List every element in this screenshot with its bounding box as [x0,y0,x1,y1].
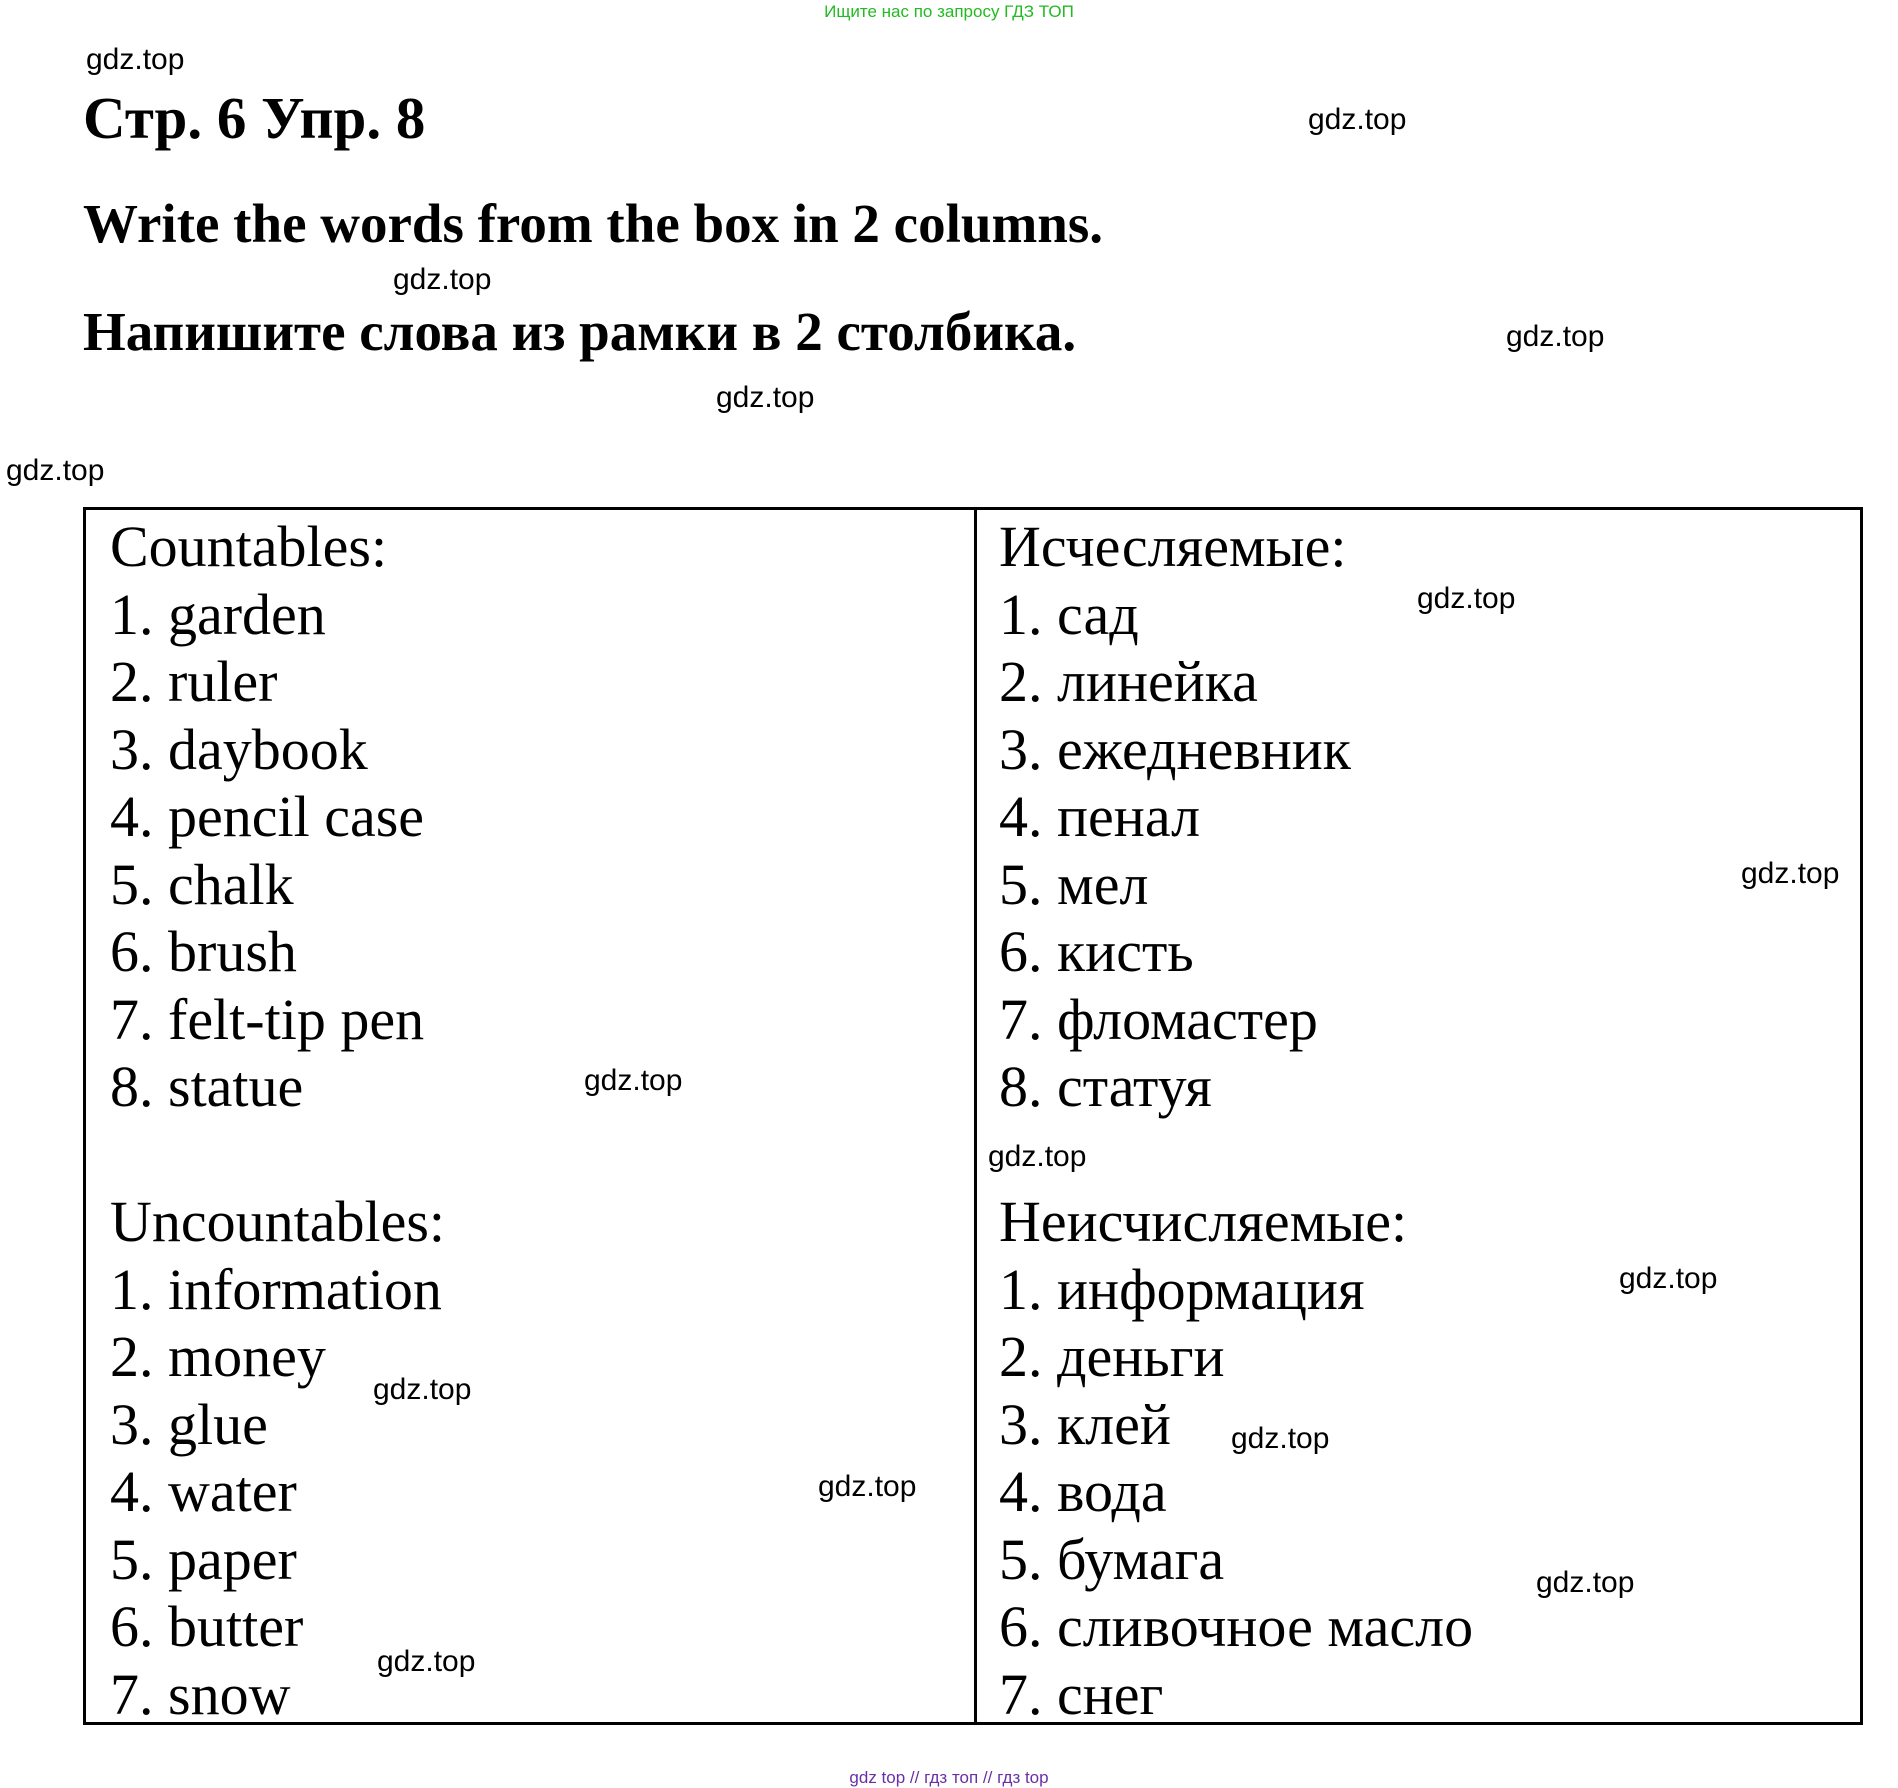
watermark: gdz.top [6,454,105,487]
watermark: gdz.top [1619,1262,1718,1295]
english-countables [110,513,424,1121]
watermark: gdz.top [1506,320,1605,353]
list-item: 4. water [110,1459,297,1524]
watermark: gdz.top [86,43,185,76]
russian-uncountables [999,1188,1473,1728]
russian-countables-heading: Исчесляемые: [999,514,1347,579]
russian-column [999,510,1859,1727]
list-item: 5. бумага [999,1526,1225,1592]
watermark: gdz.top [377,1645,476,1678]
list-item: 1. информация [999,1256,1365,1322]
list-item: 3. glue [110,1391,268,1457]
russian-countables [999,513,1351,1121]
list-item: 6. butter [110,1594,304,1659]
list-item: 7. felt-tip pen [110,986,425,1052]
list-item: 5. мел [999,851,1149,917]
list-item: 1. garden [110,581,326,647]
list-item: 3. daybook [110,716,368,782]
list-item: 2. деньги [999,1324,1225,1389]
list-item: 7. фломастер [999,986,1318,1052]
watermark: gdz.top [393,263,492,296]
list-item: 2. линейка [999,649,1258,714]
watermark: gdz.top [818,1470,917,1503]
watermark: gdz.top [1536,1566,1635,1599]
list-item: 7. snow [110,1661,291,1727]
list-item: 1. information [110,1256,442,1322]
instruction-english: Write the words from the box in 2 columns. [83,193,1104,254]
watermark: gdz.top [1308,103,1407,136]
header-note: Ищите нас по запросу ГДЗ ТОП [824,2,1074,21]
list-item: 5. paper [110,1526,297,1592]
footer-note: gdz top // гдз топ // гдз top [849,1768,1049,1787]
column-divider [974,510,977,1722]
list-item: 6. сливочное масло [999,1594,1474,1659]
english-countables-heading: Countables: [110,514,388,579]
list-item: 3. ежедневник [999,716,1351,782]
list-item: 2. ruler [110,649,278,714]
watermark: gdz.top [988,1140,1087,1173]
watermark: gdz.top [1417,582,1516,615]
list-item: 1. сад [999,581,1139,647]
list-item: 3. клей [999,1391,1171,1457]
list-item: 4. пенал [999,784,1201,849]
list-item: 6. кисть [999,919,1194,984]
english-column [110,510,970,1727]
watermark: gdz.top [373,1373,472,1406]
russian-uncountables-heading: Неисчисляемые: [999,1189,1408,1254]
list-item: 2. money [110,1324,326,1389]
list-item: 4. pencil case [110,784,425,849]
page-title: Стр. 6 Упр. 8 [83,85,426,151]
list-item: 6. brush [110,919,297,984]
watermark: gdz.top [1231,1422,1330,1455]
list-item: 8. statue [110,1054,304,1119]
watermark: gdz.top [584,1064,683,1097]
list-item: 8. статуя [999,1054,1212,1119]
answer-table [83,507,1863,1725]
list-item: 7. снег [999,1661,1164,1727]
instruction-russian: Напишите слова из рамки в 2 столбика. [83,301,1077,362]
watermark: gdz.top [1741,857,1840,890]
english-uncountables-heading: Uncountables: [110,1189,446,1254]
watermark: gdz.top [716,381,815,414]
list-item: 5. chalk [110,851,294,917]
list-item: 4. вода [999,1459,1167,1524]
